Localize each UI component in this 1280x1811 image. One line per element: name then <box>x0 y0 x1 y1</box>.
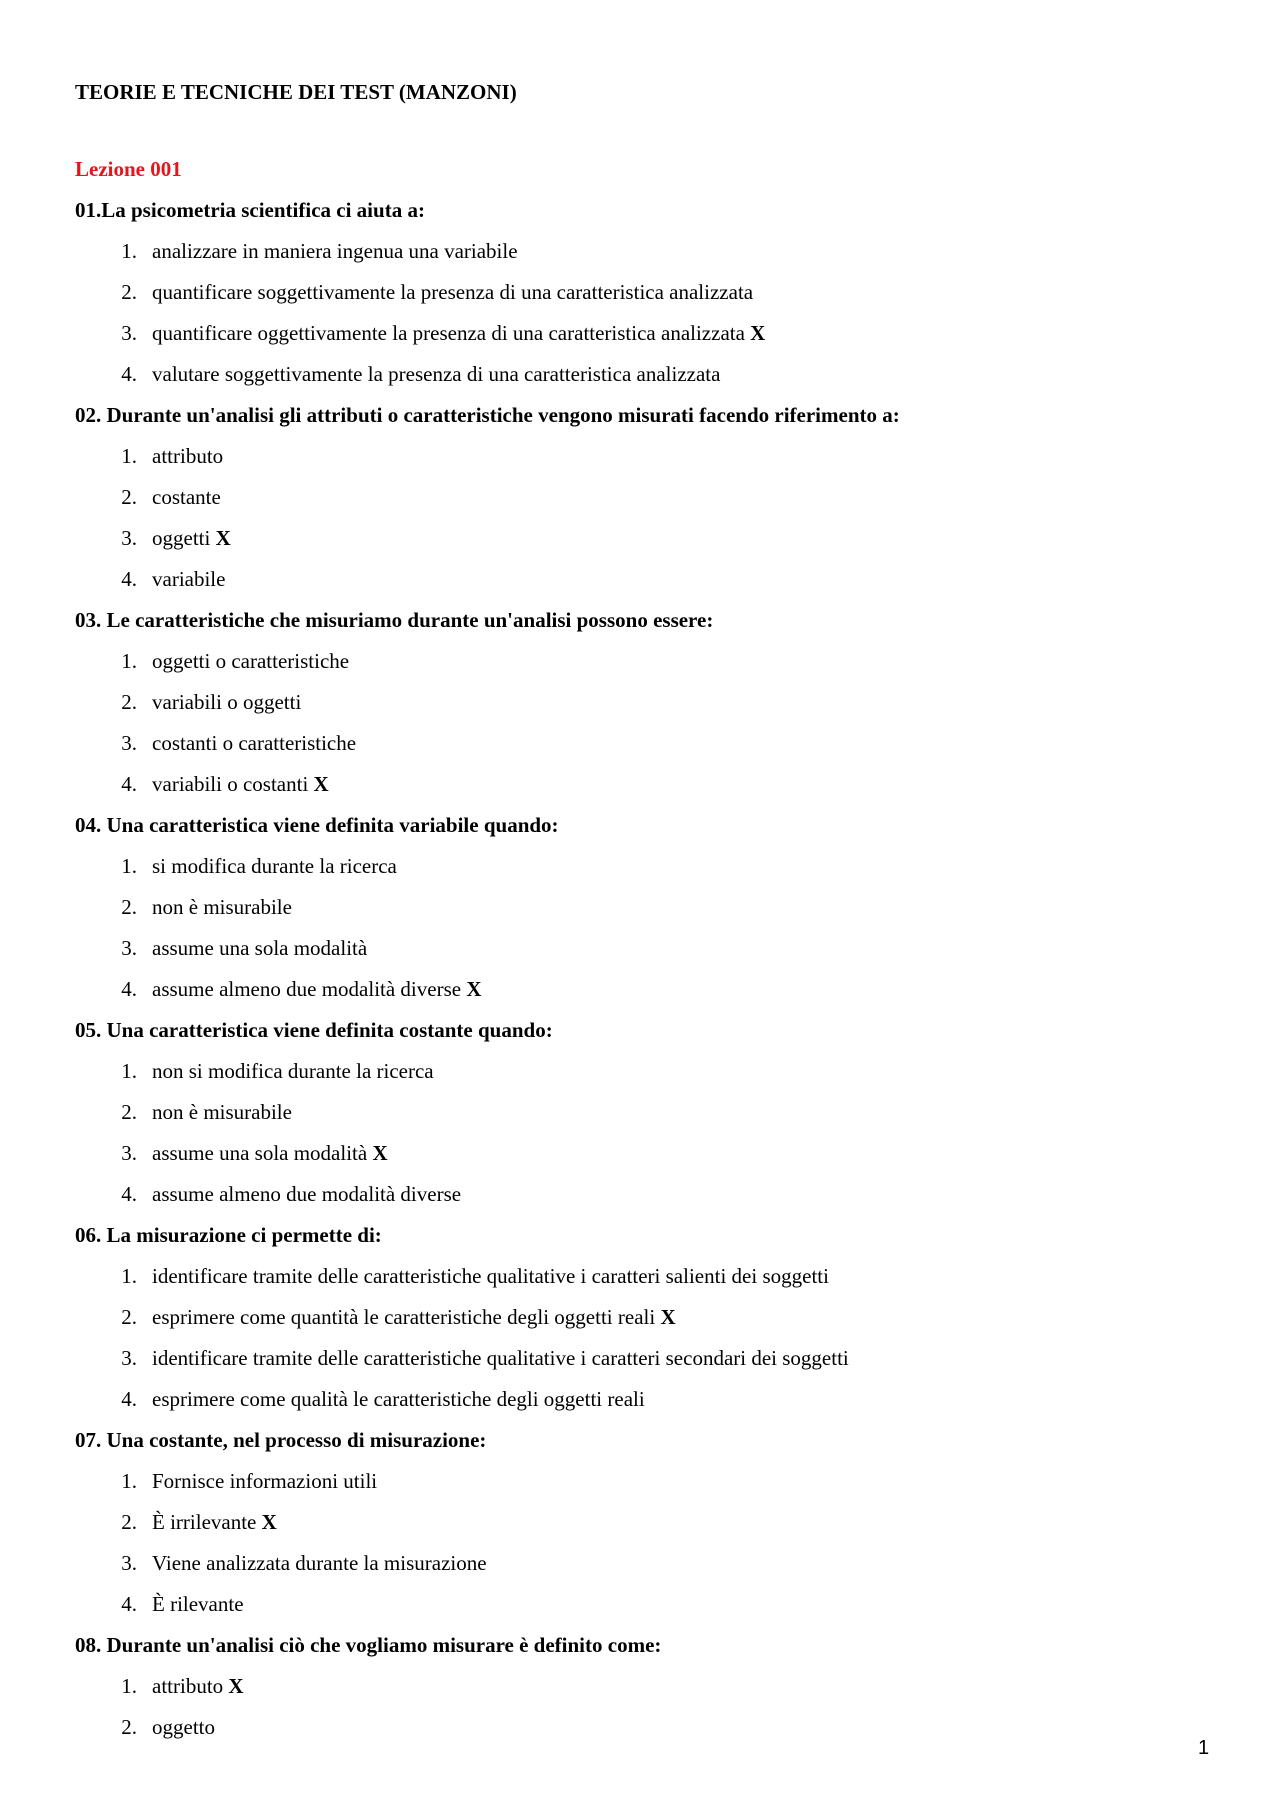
option-content <box>152 313 765 354</box>
answer-option <box>75 1092 1225 1133</box>
option-text: oggetti o caratteristiche <box>152 649 350 673</box>
option-content <box>152 1379 645 1420</box>
option-number: 2. <box>121 1100 137 1124</box>
option-number: 3. <box>121 526 137 550</box>
option-text: analizzare in maniera ingenua una variabile <box>152 239 518 263</box>
answer-option <box>75 846 1225 887</box>
question-heading: 06. La misurazione ci permette di: <box>75 1223 382 1247</box>
question-block <box>75 805 1225 1010</box>
option-content <box>152 1133 388 1174</box>
option-content <box>152 887 292 928</box>
option-text: oggetto <box>152 1715 215 1739</box>
option-content <box>152 354 720 395</box>
option-text: variabili o costanti <box>152 772 309 796</box>
option-content <box>152 436 223 477</box>
correct-answer-mark: X <box>215 526 231 550</box>
option-number: 2. <box>121 280 137 304</box>
option-number: 4. <box>121 362 137 386</box>
answer-option <box>75 887 1225 928</box>
correct-answer-mark: X <box>372 1141 388 1165</box>
option-text: assume una sola modalità <box>152 936 368 960</box>
question-heading: 05. Una caratteristica viene definita costante quando: <box>75 1018 553 1042</box>
option-text: Fornisce informazioni utili <box>152 1469 378 1493</box>
option-text: identificare tramite delle caratteristiche qualitative i caratteri secondari dei soggetti <box>152 1346 849 1370</box>
option-number: 1. <box>121 239 137 263</box>
option-text: valutare soggettivamente la presenza di una caratteristica analizzata <box>152 362 721 386</box>
question-heading: 07. Una costante, nel processo di misurazione: <box>75 1428 487 1452</box>
answer-option <box>75 1051 1225 1092</box>
option-content <box>152 846 397 887</box>
answer-option <box>75 641 1225 682</box>
option-number: 3. <box>121 1551 137 1575</box>
option-text: non si modifica durante la ricerca <box>152 1059 434 1083</box>
answer-option <box>75 1666 1225 1707</box>
option-content <box>152 1174 461 1215</box>
document-content <box>75 149 1225 1748</box>
option-text: quantificare oggettivamente la presenza di una caratteristica analizzata <box>152 321 751 345</box>
option-text: costante <box>152 485 221 509</box>
answer-option <box>75 1584 1225 1625</box>
answer-option <box>75 1174 1225 1215</box>
option-text: attributo <box>152 1674 224 1698</box>
answer-option <box>75 1256 1225 1297</box>
option-content <box>152 682 301 723</box>
option-content <box>152 1461 377 1502</box>
answer-option <box>75 436 1225 477</box>
option-text: assume almeno due modalità diverse <box>152 977 462 1001</box>
option-text: costanti o caratteristiche <box>152 731 357 755</box>
question-heading: 04. Una caratteristica viene definita variabile quando: <box>75 813 559 837</box>
option-number: 2. <box>121 1305 137 1329</box>
option-text: non è misurabile <box>152 895 292 919</box>
question-block <box>75 395 1225 600</box>
answer-option <box>75 1297 1225 1338</box>
option-content <box>152 559 225 600</box>
option-text: non è misurabile <box>152 1100 292 1124</box>
option-content <box>152 1297 676 1338</box>
option-content <box>152 1338 849 1379</box>
question-block <box>75 1420 1225 1625</box>
option-number: 1. <box>121 1674 137 1698</box>
option-number: 2. <box>121 1715 137 1739</box>
answer-option <box>75 518 1225 559</box>
question-block <box>75 1010 1225 1215</box>
option-number: 1. <box>121 1264 137 1288</box>
option-number: 1. <box>121 854 137 878</box>
option-number: 3. <box>121 1346 137 1370</box>
option-number: 2. <box>121 690 137 714</box>
answer-option <box>75 764 1225 805</box>
option-number: 3. <box>121 1141 137 1165</box>
option-number: 3. <box>121 936 137 960</box>
answer-option <box>75 1338 1225 1379</box>
answer-option <box>75 1379 1225 1420</box>
option-text: esprimere come quantità le caratteristiche degli oggetti reali <box>152 1305 656 1329</box>
answer-option <box>75 1461 1225 1502</box>
option-number: 1. <box>121 1059 137 1083</box>
option-text: È rilevante <box>152 1592 244 1616</box>
option-text: attributo <box>152 444 224 468</box>
option-content <box>152 1051 434 1092</box>
correct-answer-mark: X <box>466 977 482 1001</box>
option-content <box>152 723 356 764</box>
question-list <box>75 190 1225 1748</box>
option-content <box>152 1707 215 1748</box>
option-content <box>152 1584 244 1625</box>
question-block <box>75 1625 1225 1748</box>
option-content <box>152 272 753 313</box>
correct-answer-mark: X <box>313 772 329 796</box>
answer-option <box>75 1707 1225 1748</box>
option-number: 1. <box>121 444 137 468</box>
answer-option <box>75 354 1225 395</box>
page-number: 1 <box>1198 1737 1210 1759</box>
document-title: TEORIE E TECNICHE DEI TEST (MANZONI) <box>75 80 517 104</box>
option-content <box>152 641 349 682</box>
answer-option <box>75 969 1225 1010</box>
option-text: assume una sola modalità <box>152 1141 368 1165</box>
correct-answer-mark: X <box>660 1305 676 1329</box>
option-number: 4. <box>121 977 137 1001</box>
option-text: È irrilevante <box>152 1510 257 1534</box>
correct-answer-mark: X <box>750 321 766 345</box>
lesson-heading: Lezione 001 <box>75 157 182 181</box>
question-block <box>75 190 1225 395</box>
answer-option <box>75 313 1225 354</box>
option-content <box>152 231 518 272</box>
question-block <box>75 600 1225 805</box>
answer-option <box>75 1133 1225 1174</box>
option-number: 4. <box>121 1182 137 1206</box>
option-number: 1. <box>121 649 137 673</box>
correct-answer-mark: X <box>228 1674 244 1698</box>
option-text: oggetti <box>152 526 211 550</box>
option-text: si modifica durante la ricerca <box>152 854 397 878</box>
option-content <box>152 1092 292 1133</box>
option-content <box>152 928 367 969</box>
answer-option <box>75 1543 1225 1584</box>
option-number: 4. <box>121 1387 137 1411</box>
question-block <box>75 1215 1225 1420</box>
answer-option <box>75 682 1225 723</box>
option-number: 2. <box>121 1510 137 1534</box>
answer-option <box>75 928 1225 969</box>
option-number: 2. <box>121 895 137 919</box>
question-heading: 02. Durante un'analisi gli attributi o caratteristiche vengono misurati facendo riferimento a: <box>75 403 900 427</box>
option-text: quantificare soggettivamente la presenza di una caratteristica analizzata <box>152 280 754 304</box>
option-number: 3. <box>121 321 137 345</box>
option-content <box>152 1256 829 1297</box>
option-text: assume almeno due modalità diverse <box>152 1182 462 1206</box>
answer-option <box>75 477 1225 518</box>
option-content <box>152 518 231 559</box>
option-number: 3. <box>121 731 137 755</box>
answer-option <box>75 559 1225 600</box>
question-heading: 08. Durante un'analisi ciò che vogliamo misurare è definito come: <box>75 1633 662 1657</box>
option-text: Viene analizzata durante la misurazione <box>152 1551 487 1575</box>
question-heading: 03. Le caratteristiche che misuriamo durante un'analisi possono essere: <box>75 608 714 632</box>
answer-option <box>75 723 1225 764</box>
option-number: 4. <box>121 1592 137 1616</box>
option-content <box>152 477 221 518</box>
correct-answer-mark: X <box>261 1510 277 1534</box>
answer-option <box>75 231 1225 272</box>
option-content <box>152 1666 244 1707</box>
answer-option <box>75 272 1225 313</box>
option-content <box>152 969 482 1010</box>
option-number: 4. <box>121 772 137 796</box>
answer-option <box>75 1502 1225 1543</box>
option-text: esprimere come qualità le caratteristiche degli oggetti reali <box>152 1387 645 1411</box>
option-number: 4. <box>121 567 137 591</box>
option-number: 1. <box>121 1469 137 1493</box>
option-number: 2. <box>121 485 137 509</box>
question-heading: 01.La psicometria scientifica ci aiuta a: <box>75 198 425 222</box>
option-text: variabile <box>152 567 226 591</box>
option-content <box>152 764 329 805</box>
option-text: identificare tramite delle caratteristiche qualitative i caratteri salienti dei soggetti <box>152 1264 829 1288</box>
option-content <box>152 1543 487 1584</box>
option-text: variabili o oggetti <box>152 690 302 714</box>
option-content <box>152 1502 277 1543</box>
